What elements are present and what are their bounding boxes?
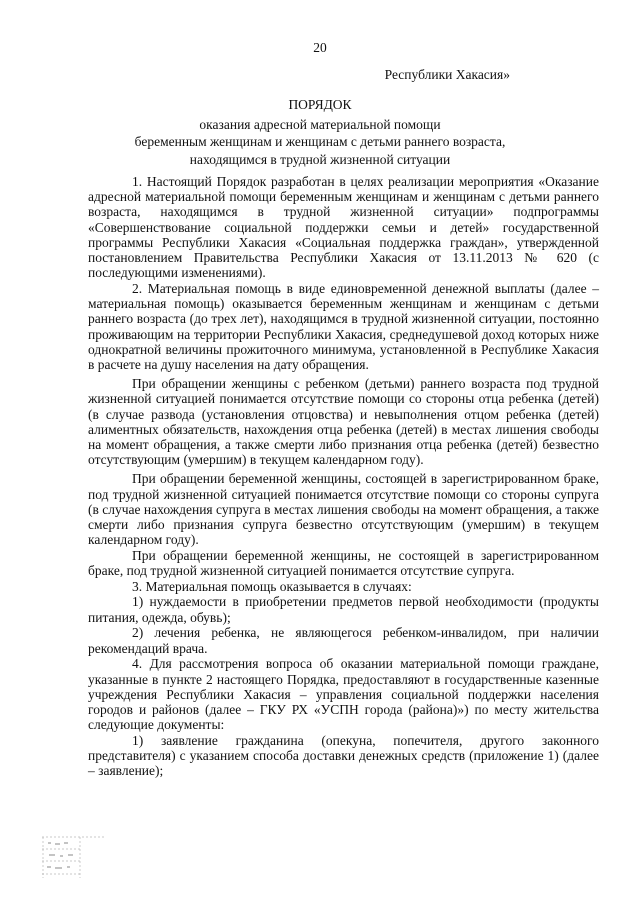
paragraph-8: 2) лечения ребенка, не являющегося ребенком-инвалидом, при наличии рекомендаций врача. [88,625,599,656]
paragraph-9: 4. Для рассмотрения вопроса об оказании материальной помощи граждане, указанные в пункте 2 настоящего Порядка, предоставляют в государственные казенные учреждения Республики Хакасия – управления социальной поддержки населения городов и районов (далее – ГКУ РХ «УСПН города (района)») по месту жительства следующие документы: [88,656,599,733]
paragraph-2: 2. Материальная помощь в виде единовременной денежной выплаты (далее – материальная помощь) оказывается беременным женщинам и женщинам с детьми раннего возраста (до трех лет), находящимся в трудной жизненной ситуации, постоянно проживающим на территории Республики Хакасия, среднедушевой доход которых ниже однократной величины прожиточного минимума, установленной в Республике Хакасия в расчете на душу населения на дату обращения. [88,280,599,372]
paragraph-7: 1) нуждаемости в приобретении предметов первой необходимости (продукты питания, одежда, обувь); [88,594,599,625]
document-title: ПОРЯДОК [288,97,352,112]
paragraph-10: 1) заявление гражданина (опекуна, попечителя, другого законного представителя) с указанием способа доставки денежных средств (приложение 1) (далее – заявление); [88,732,599,779]
header-line-1: оказания адресной материальной помощи [199,116,441,132]
document-body [88,174,599,779]
republic-line: Республики Хакасия» [384,67,510,82]
paragraph-3: При обращении женщины с ребенком (детьми) раннего возраста под трудной жизненной ситуацией понимается отсутствие помощи со стороны отца ребенка (детей) (в случае развода (установления отцовства) и невыполнения отцом ребенка (детей) алиментных обязательств, нахождения отца ребенка (детей) в местах лишения свободы на момент обращения, а также смерти либо признания отца ребенка (детей) безвестно отсутствующим (умершим) в текущем календарном году). [88,376,599,468]
approval-stamp-mark [40,834,106,880]
paragraph-4: При обращении беременной женщины, состоящей в зарегистрированном браке, под трудной жизненной ситуацией понимается отсутствие помощи со стороны супруга (в случае нахождения супруга в местах лишения свободы на момент обращения, а также смерти либо признания супруга безвестно отсутствующим (умершим) в текущем календарном году). [88,471,599,548]
paragraph-6: 3. Материальная помощь оказывается в случаях: [132,578,412,594]
paragraph-5: При обращении беременной женщины, не состоящей в зарегистрированном браке, под трудной жизненной ситуацией понимается отсутствие супруга. [88,547,599,579]
paragraph-1: 1. Настоящий Порядок разработан в целях реализации мероприятия «Оказание адресной материальной помощи беременным женщинам и женщинам с детьми раннего возраста, находящимся в трудной жизненной ситуации» подпрограммы «Совершенствование социальной поддержки семьи и детей» государственной программы Республики Хакасия «Социальная поддержка граждан», утвержденной постановлением Правительства Республики Хакасия от 13.11.2013 № 620 (с последующими изменениями). [88,174,599,281]
header-line-3: находящимся в трудной жизненной ситуации [189,151,451,167]
page-number: 20 [313,40,327,55]
header-line-2: беременным женщинам и женщинам с детьми раннего возраста, [134,134,506,149]
document-header [60,96,580,168]
